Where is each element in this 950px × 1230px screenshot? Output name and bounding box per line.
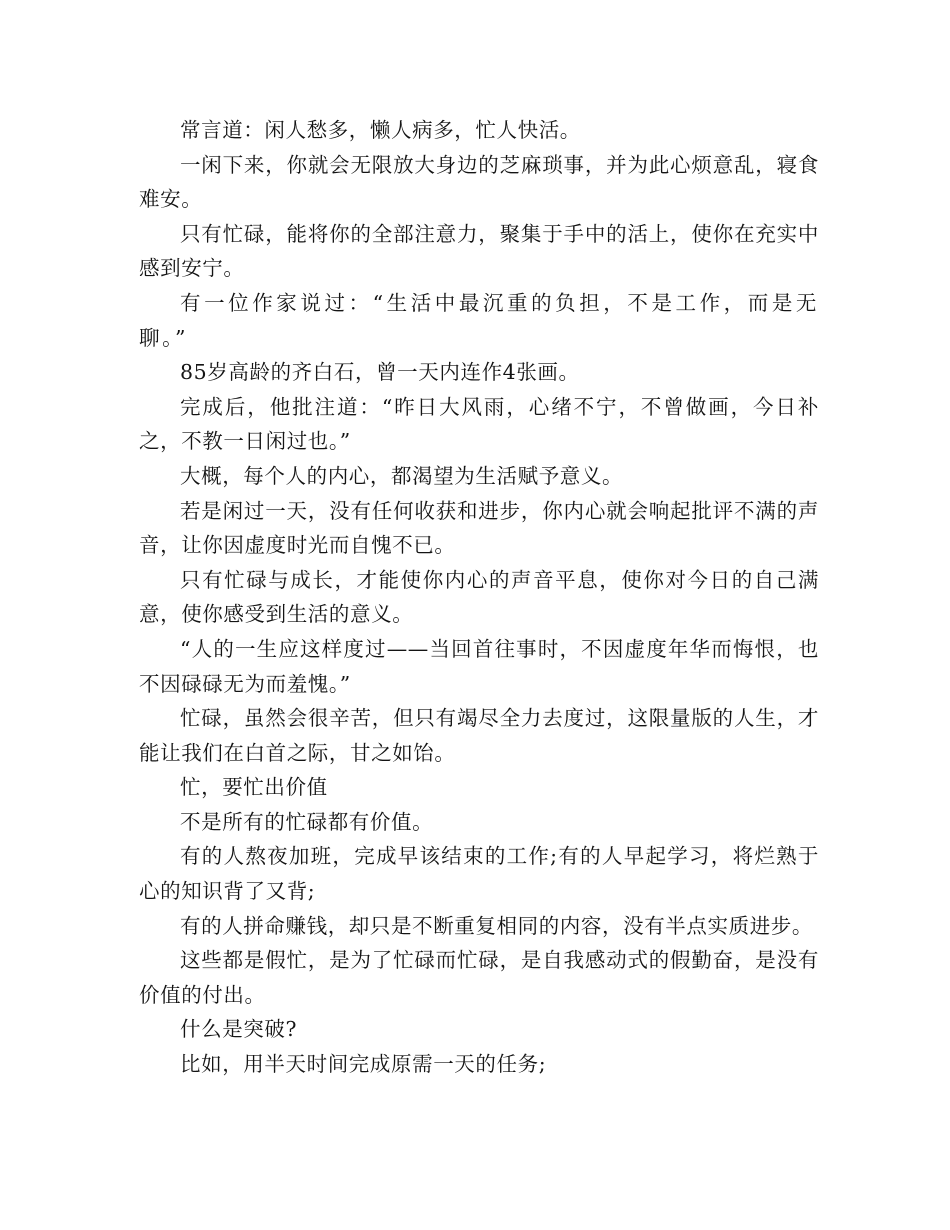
- paragraph: “人的一生应这样度过——当回首往事时，不因虚度年华而悔恨，也不因碌碌无为而羞愧。”: [139, 636, 819, 696]
- paragraph: 只有忙碌与成长，才能使你内心的声音平息，使你对今日的自己满意，使你感受到生活的意义。: [139, 567, 819, 627]
- paragraph: 有一位作家说过：“生活中最沉重的负担，不是工作，而是无聊。”: [139, 290, 819, 350]
- paragraph: 有的人拼命赚钱，却只是不断重复相同的内容，没有半点实质进步。: [180, 913, 813, 938]
- paragraph: 只有忙碌，能将你的全部注意力，聚集于手中的活上，使你在充实中感到安宁。: [139, 221, 819, 281]
- paragraph: 85岁高龄的齐白石，曾一天内连作4张画。: [180, 360, 580, 385]
- paragraph: 比如，用半天时间完成原需一天的任务;: [180, 1052, 547, 1077]
- paragraph: 有的人熬夜加班，完成早该结束的工作;有的人早起学习，将烂熟于心的知识背了又背;: [139, 844, 819, 904]
- paragraph: 这些都是假忙，是为了忙碌而忙碌，是自我感动式的假勤奋，是没有价值的付出。: [139, 948, 819, 1007]
- paragraph: 完成后，他批注道：“昨日大风雨，心绪不宁，不曾做画，今日补之，不教一日闲过也。”: [139, 394, 819, 454]
- paragraph: 常言道：闲人愁多，懒人病多，忙人快活。: [180, 118, 581, 142]
- paragraph: 若是闲过一天，没有任何收获和进步，你内心就会响起批评不满的声音，让你因虚度时光而自愧不已。: [139, 498, 819, 558]
- paragraph: 什么是突破?: [180, 1017, 298, 1042]
- paragraph: 大概，每个人的内心，都渴望为生活赋予意义。: [180, 463, 624, 488]
- paragraph: 忙碌，虽然会很辛苦，但只有竭尽全力去度过，这限量版的人生，才能让我们在白首之际，甘之如饴。: [139, 706, 819, 765]
- paragraph: 一闲下来，你就会无限放大身边的芝麻琐事，并为此心烦意乱，寝食难安。: [139, 152, 819, 212]
- document-body: [139, 113, 819, 1082]
- paragraph: 不是所有的忙碌都有价值。: [180, 809, 434, 834]
- section-heading: 忙，要忙出价值: [180, 775, 328, 800]
